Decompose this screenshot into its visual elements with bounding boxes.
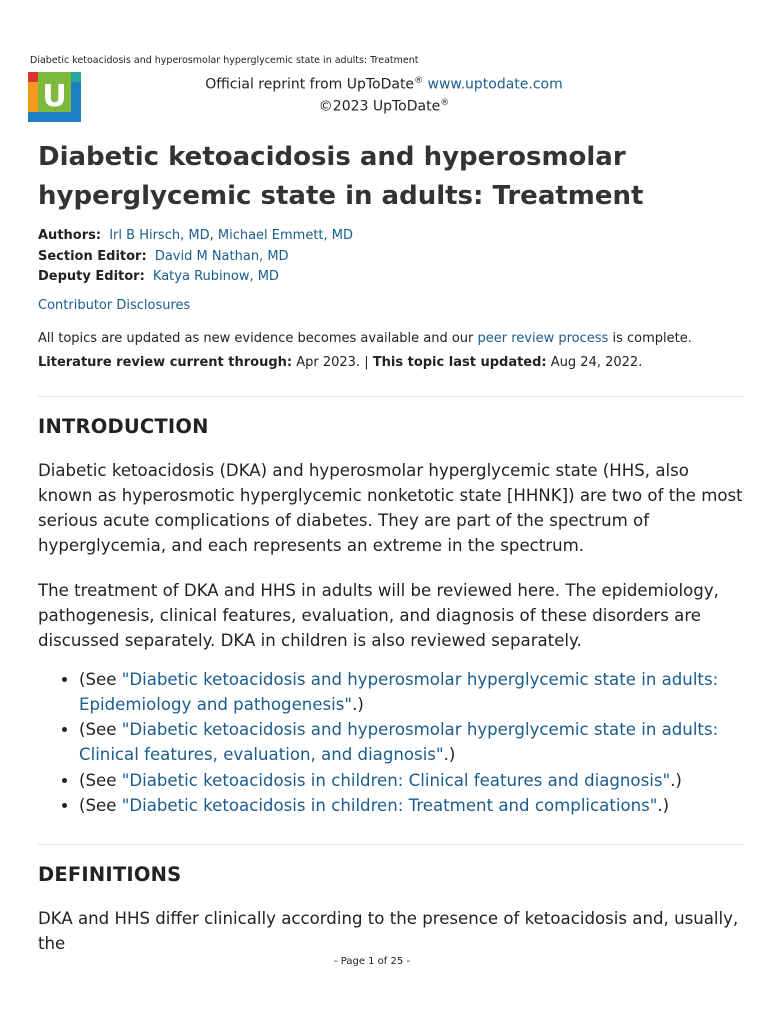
see-prefix: (See	[79, 770, 122, 790]
reprint-reg: ®	[414, 76, 424, 86]
reprint-prefix: Official reprint from UpToDate	[205, 76, 415, 93]
contributor-disclosures-link[interactable]: Contributor Disclosures	[38, 297, 191, 313]
reprint-header	[0, 72, 768, 115]
see-prefix: (See	[79, 669, 122, 689]
list-item	[79, 717, 744, 768]
updates-suffix: is complete.	[612, 330, 692, 346]
uptodate-url-link[interactable]: www.uptodate.com	[427, 76, 563, 93]
definitions-paragraph-1: DKA and HHS differ clinically according to the presence of ketoacidosis and, usually, the	[38, 909, 739, 954]
authors-line	[38, 226, 744, 247]
list-item	[79, 793, 744, 818]
see-suffix: .)	[443, 745, 456, 765]
introduction-paragraph-1: Diabetic ketoacidosis (DKA) and hyperosmolar hyperglycemic state (HHS, also known as hyperosmotic hyperglycemic nonketotic state [HHNK]) are two of the most serious acute complications of diabetes. They are part of the spectrum of hyperglycemia, and each represents an extreme in the spectrum.	[38, 460, 743, 555]
updates-notice	[38, 331, 744, 346]
list-item	[79, 667, 744, 718]
copyright-text: ©2023 UpToDate	[318, 98, 441, 115]
author-link-hirsch[interactable]: Irl B Hirsch, MD	[109, 228, 210, 243]
see-suffix: .)	[352, 694, 364, 714]
authors-label: Authors:	[38, 228, 102, 243]
lit-review-date: Apr 2023.	[296, 354, 361, 370]
see-suffix: .)	[657, 795, 670, 815]
page-title: Diabetic ketoacidosis and hyperosmolar hyperglycemic state in adults: Treatment	[38, 142, 644, 211]
author-separator: ,	[209, 228, 214, 243]
see-also-list	[38, 667, 744, 819]
deputy-editor-link[interactable]: Katya Rubinow, MD	[152, 269, 279, 284]
list-item	[79, 768, 744, 793]
see-suffix: .)	[670, 770, 682, 790]
contributor-disclosures	[38, 298, 744, 313]
byline	[38, 226, 744, 288]
topic-link[interactable]: "Diabetic ketoacidosis and hyperosmolar hyperglycemic state in adults: Clinical features, evaluation, and diagnosis"	[79, 720, 719, 765]
copyright-reg: ®	[440, 97, 450, 108]
introduction-paragraph-2: The treatment of DKA and HHS in adults will be reviewed here. The epidemiology, pathogenesis, clinical features, evaluation, and diagnosis of these disorders are discussed separately. DKA in children is also reviewed separately.	[38, 580, 719, 650]
logo-letter: U	[42, 79, 67, 114]
section-editor-label: Section Editor:	[38, 248, 147, 264]
article-content	[38, 138, 744, 956]
introduction-heading: INTRODUCTION	[38, 414, 209, 438]
deputy-editor-line	[38, 267, 744, 288]
topic-link[interactable]: "Diabetic ketoacidosis and hyperosmolar hyperglycemic state in adults: Epidemiology and pathogenesis"	[79, 669, 719, 714]
definitions-heading: DEFINITIONS	[38, 863, 182, 887]
meta-separator: |	[364, 354, 369, 370]
section-divider	[38, 844, 744, 845]
copyright-line	[0, 94, 768, 116]
peer-review-link[interactable]: peer review process	[477, 330, 609, 346]
see-prefix: (See	[79, 795, 122, 815]
page-number: - Page 1 of 25 -	[333, 956, 411, 967]
running-head: Diabetic ketoacidosis and hyperosmolar hyperglycemic state in adults: Treatment	[30, 55, 419, 66]
last-updated-label: This topic last updated:	[372, 354, 547, 370]
see-prefix: (See	[79, 720, 122, 740]
section-divider	[38, 396, 744, 397]
literature-review-line	[38, 355, 744, 370]
reprint-line	[0, 72, 768, 94]
topic-link[interactable]: "Diabetic ketoacidosis in children: Clinical features and diagnosis"	[121, 770, 671, 790]
deputy-editor-label: Deputy Editor:	[38, 269, 145, 284]
last-updated-date: Aug 24, 2022.	[550, 354, 643, 370]
updates-prefix: All topics are updated as new evidence becomes available and our	[38, 330, 474, 346]
lit-review-label: Literature review current through:	[38, 354, 293, 370]
section-editor-link[interactable]: David M Nathan, MD	[154, 248, 289, 264]
section-editor-line	[38, 247, 744, 268]
author-link-emmett[interactable]: Michael Emmett, MD	[217, 228, 354, 243]
topic-link[interactable]: "Diabetic ketoacidosis in children: Treatment and complications"	[121, 795, 658, 815]
